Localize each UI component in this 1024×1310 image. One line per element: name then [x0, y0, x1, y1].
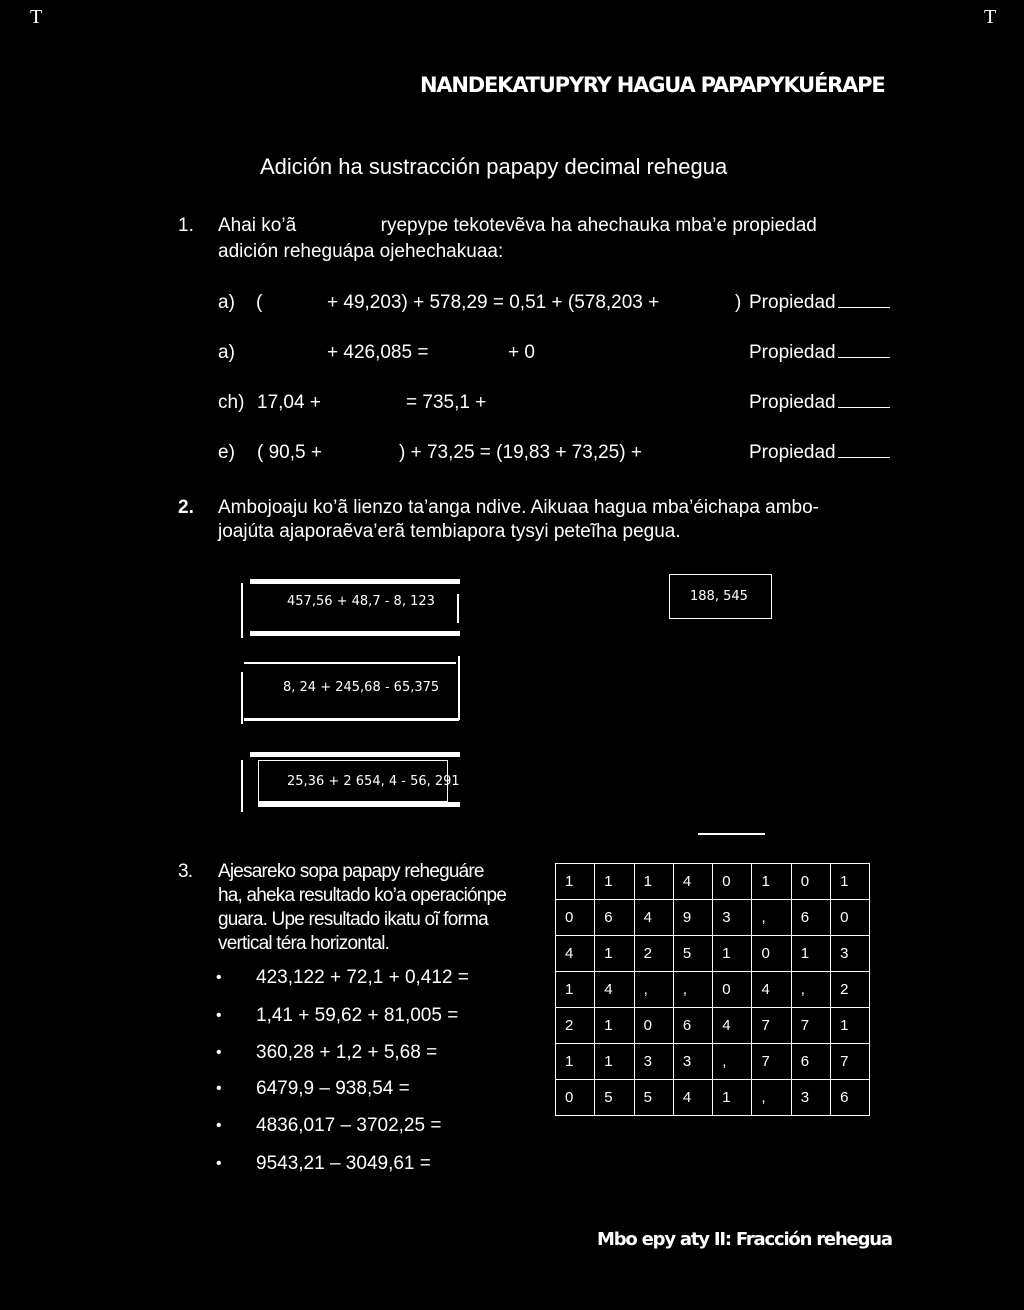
grid-cell[interactable]: 1	[556, 972, 595, 1008]
grid-row	[556, 1008, 870, 1044]
q3-text-line4: vertical téra horizontal.	[218, 933, 390, 954]
operation-1: 423,122 + 72,1 + 0,412 =	[256, 967, 469, 988]
scroll-bottom-bar	[244, 718, 459, 721]
expression-box-2[interactable]: 8, 24 + 245,68 - 65,375	[283, 680, 440, 695]
grid-cell[interactable]: 7	[752, 1008, 791, 1044]
grid-cell[interactable]: 3	[673, 1044, 712, 1080]
q3-number: 3.	[178, 861, 193, 882]
grid-cell[interactable]: ,	[752, 900, 791, 936]
q1-item-e-left: ( 90,5 +	[257, 442, 322, 463]
expression-box-1[interactable]: 457,56 + 48,7 - 8, 123	[287, 594, 435, 609]
q1-text-line2: adición reheguápa ojehechakuaa:	[218, 241, 504, 262]
grid-cell[interactable]: 6	[831, 1080, 870, 1116]
grid-cell[interactable]: ,	[634, 972, 673, 1008]
grid-cell[interactable]: 2	[634, 936, 673, 972]
grid-cell[interactable]: 4	[713, 1008, 752, 1044]
page-footer: Mbo epy aty II: Fracción rehegua	[597, 1229, 892, 1250]
grid-cell[interactable]: 6	[673, 1008, 712, 1044]
grid-cell[interactable]: 1	[713, 1080, 752, 1116]
operation-3: 360,28 + 1,2 + 5,68 =	[256, 1042, 438, 1063]
grid-cell[interactable]: 1	[831, 1008, 870, 1044]
expression-text: 25,36 + 2 654, 4 - 56, 291	[287, 774, 460, 789]
grid-cell[interactable]: 9	[673, 900, 712, 936]
grid-cell[interactable]: 4	[634, 900, 673, 936]
number-search-grid	[555, 863, 870, 1116]
grid-cell[interactable]: ,	[673, 972, 712, 1008]
q1-item-a-close: )	[735, 292, 742, 313]
q3-text-line1: Ajesareko sopa papapy reheguáre	[218, 861, 484, 882]
grid-cell[interactable]: 1	[556, 864, 595, 900]
q2-text-line1: Ambojoaju ko’ã lienzo ta’anga ndive. Aikuaa hagua mba’éichapa ambo-	[218, 497, 820, 518]
grid-cell[interactable]: 5	[595, 1080, 634, 1116]
bullet: •	[216, 969, 222, 986]
grid-cell[interactable]: 4	[752, 972, 791, 1008]
q1-item-b-property: Propiedad	[749, 341, 890, 365]
grid-cell[interactable]: 0	[713, 972, 752, 1008]
grid-cell[interactable]: ,	[752, 1080, 791, 1116]
grid-cell[interactable]: 1	[595, 864, 634, 900]
answer-blank[interactable]	[838, 391, 890, 408]
grid-cell[interactable]: 1	[595, 1044, 634, 1080]
q1-item-ch-property: Propiedad	[749, 391, 890, 415]
grid-row	[556, 864, 870, 900]
grid-cell[interactable]: 2	[831, 972, 870, 1008]
grid-cell[interactable]: 4	[673, 864, 712, 900]
bullet: •	[216, 1044, 222, 1061]
grid-cell[interactable]: 2	[556, 1008, 595, 1044]
q1-number: 1.	[178, 215, 194, 236]
grid-cell[interactable]: 1	[791, 936, 830, 972]
scroll-left-edge	[241, 672, 243, 724]
grid-cell[interactable]: 0	[556, 900, 595, 936]
q3-text-line2: ha, aheka resultado ko’a operaciónpe	[218, 885, 507, 906]
operation-2: 1,41 + 59,62 + 81,005 =	[256, 1005, 459, 1026]
grid-cell[interactable]: 7	[752, 1044, 791, 1080]
operation-4: 6479,9 – 938,54 =	[256, 1078, 410, 1099]
grid-cell[interactable]: 3	[831, 936, 870, 972]
scroll-top-bar	[250, 752, 460, 757]
answer-blank[interactable]	[838, 341, 890, 358]
grid-cell[interactable]: 6	[791, 1044, 830, 1080]
grid-cell[interactable]: 7	[791, 1008, 830, 1044]
grid-cell[interactable]: 6	[595, 900, 634, 936]
answer-value: 188, 545	[690, 589, 748, 604]
q1-item-e-expression: ) + 73,25 = (19,83 + 73,25) +	[399, 442, 642, 463]
q3-text-line3: guara. Upe resultado ikatu oĩ forma	[218, 909, 488, 930]
scroll-top-bar	[250, 579, 460, 584]
operation-6: 9543,21 – 3049,61 =	[256, 1153, 431, 1174]
grid-cell[interactable]: 1	[752, 864, 791, 900]
scroll-right-edge	[457, 594, 459, 623]
q2-number: 2.	[178, 497, 194, 518]
grid-cell[interactable]: 0	[713, 864, 752, 900]
corner-mark-right: T	[984, 6, 997, 28]
q1-item-a-open: (	[256, 292, 263, 313]
grid-cell[interactable]: 1	[634, 864, 673, 900]
bullet: •	[216, 1007, 222, 1024]
q1-item-ch-expression: = 735,1 +	[406, 392, 487, 413]
grid-cell[interactable]: 4	[595, 972, 634, 1008]
bullet: •	[216, 1117, 222, 1134]
bullet: •	[216, 1080, 222, 1097]
q1-item-b-label: a)	[218, 342, 235, 363]
grid-cell[interactable]: 7	[831, 1044, 870, 1080]
grid-cell[interactable]: 3	[791, 1080, 830, 1116]
page-header: NANDEKATUPYRY HAGUA PAPAPYKUÉRAPE	[420, 73, 885, 97]
answer-line[interactable]	[698, 833, 765, 835]
q1-item-a-expression: + 49,203) + 578,29 = 0,51 + (578,203 +	[327, 292, 660, 313]
expression-box-3[interactable]	[258, 760, 460, 802]
q1-item-ch-label: ch)	[218, 392, 245, 413]
q2-text-line2: joajúta ajaporaẽva’erã tembiapora tysyi peteĩha pegua.	[218, 521, 681, 542]
scroll-bottom-bar	[250, 631, 460, 636]
grid-cell[interactable]: 0	[556, 1080, 595, 1116]
corner-mark-left: T	[30, 6, 43, 28]
grid-row	[556, 1080, 870, 1116]
grid-cell[interactable]: 1	[831, 864, 870, 900]
grid-cell[interactable]: 1	[556, 1044, 595, 1080]
grid-cell[interactable]: 3	[713, 900, 752, 936]
answer-blank[interactable]	[838, 441, 890, 458]
grid-cell[interactable]: 5	[634, 1080, 673, 1116]
grid-cell[interactable]: ,	[791, 972, 830, 1008]
grid-cell[interactable]: ,	[713, 1044, 752, 1080]
scroll-top-bar	[244, 662, 456, 664]
q1-item-b-right: + 0	[508, 342, 535, 363]
section-subtitle: Adición ha sustracción papapy decimal rehegua	[260, 154, 728, 179]
grid-cell[interactable]: 0	[791, 864, 830, 900]
q1-text-line1: Ahai ko’ã ryepype tekotevẽva ha ahechauka mba’e propiedad	[218, 215, 817, 236]
scroll-bottom-bar	[258, 802, 460, 807]
grid-cell[interactable]: 4	[556, 936, 595, 972]
q1-item-b-expression: + 426,085 =	[327, 342, 429, 363]
scroll-left-edge	[241, 760, 243, 812]
grid-cell[interactable]: 1	[595, 936, 634, 972]
grid-cell[interactable]: 0	[752, 936, 791, 972]
q1-item-a-label: a)	[218, 292, 235, 313]
q1-item-e-property: Propiedad	[749, 441, 890, 465]
grid-cell[interactable]: 3	[634, 1044, 673, 1080]
bullet: •	[216, 1155, 222, 1172]
grid-row	[556, 1044, 870, 1080]
grid-cell[interactable]: 6	[791, 900, 830, 936]
grid-row	[556, 972, 870, 1008]
answer-box[interactable]	[669, 574, 772, 619]
grid-row	[556, 900, 870, 936]
grid-cell[interactable]: 1	[713, 936, 752, 972]
scroll-right-edge	[458, 656, 460, 720]
q1-item-a-property: Propiedad	[749, 291, 890, 315]
grid-cell[interactable]: 0	[831, 900, 870, 936]
q1-item-ch-left: 17,04 +	[257, 392, 321, 413]
operation-5: 4836,017 – 3702,25 =	[256, 1115, 442, 1136]
grid-cell[interactable]: 5	[673, 936, 712, 972]
scroll-left-edge	[241, 583, 243, 638]
grid-cell[interactable]: 0	[634, 1008, 673, 1044]
grid-row	[556, 936, 870, 972]
q1-item-e-label: e)	[218, 442, 235, 463]
answer-blank[interactable]	[838, 291, 890, 308]
grid-cell[interactable]: 4	[673, 1080, 712, 1116]
grid-cell[interactable]: 1	[595, 1008, 634, 1044]
